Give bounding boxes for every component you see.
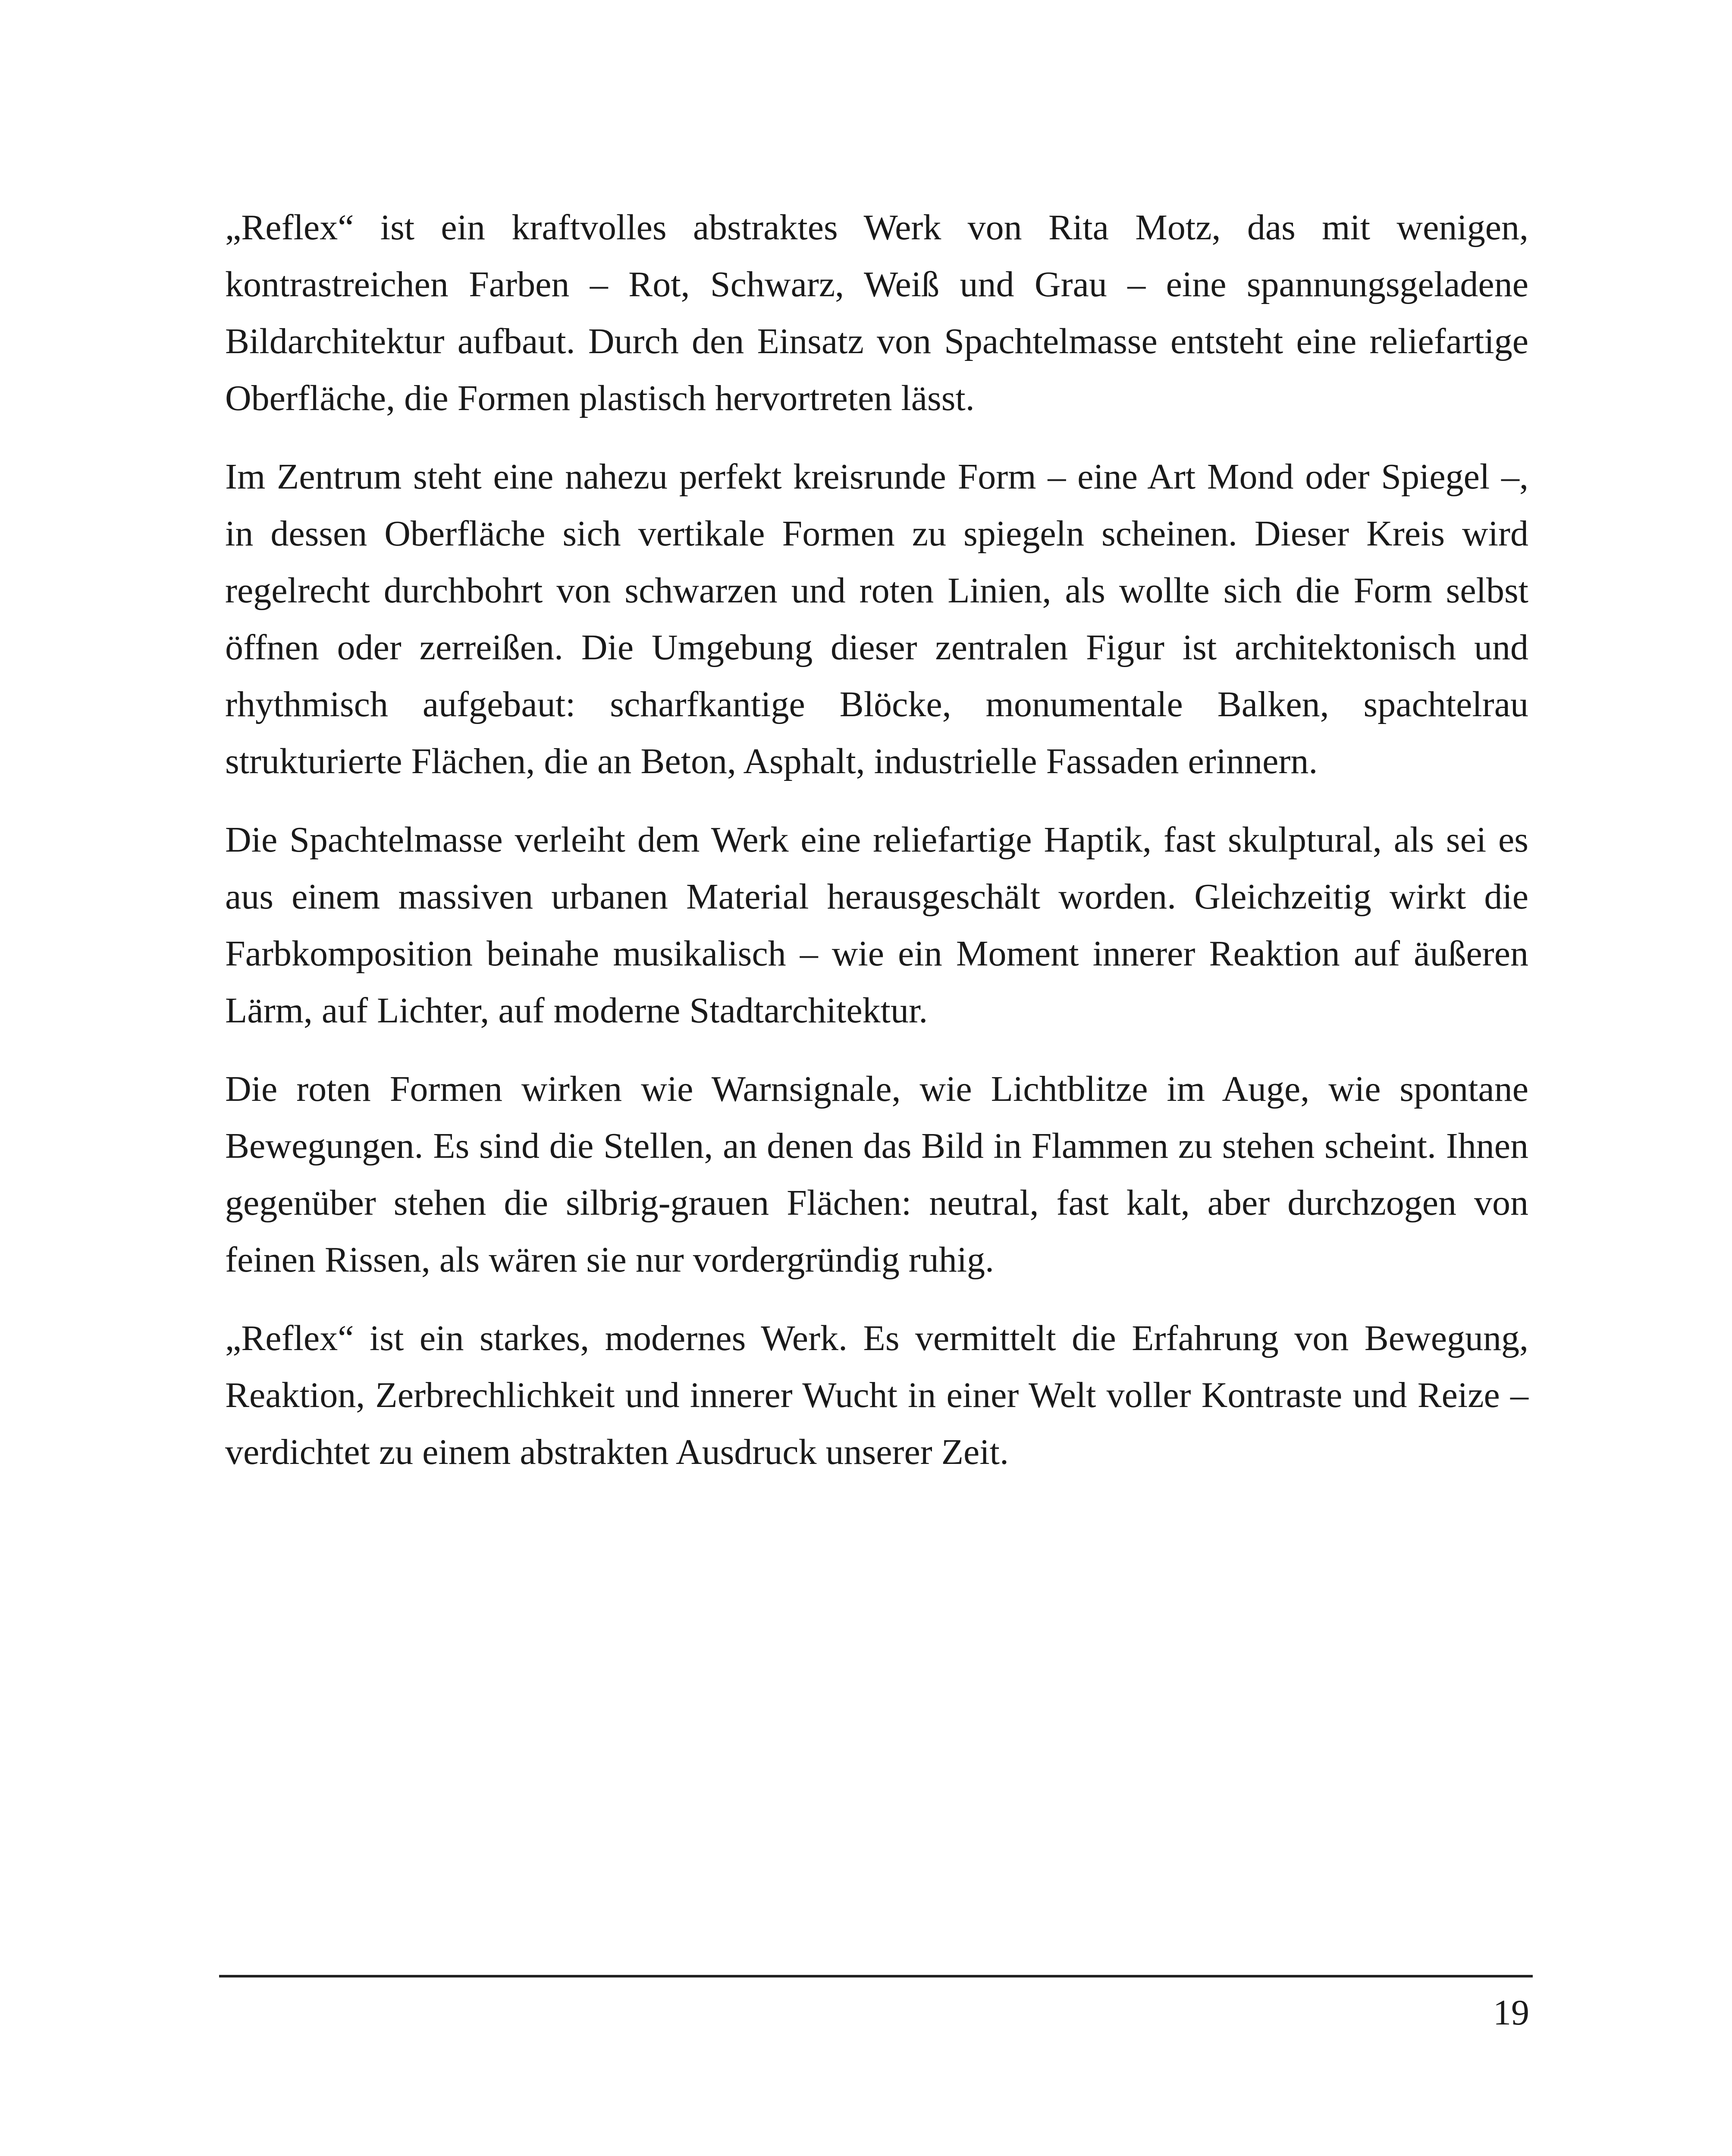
paragraph-4: Die roten Formen wirken wie Warnsignale, wie Lichtblitze im Auge, wie spontane Bewegungen. Es sind die Stellen, an denen das Bild in Flammen zu stehen scheint. Ihnen gegenüber stehen die silbrig-grauen Flächen: neutral, fast kalt, aber durchzogen von feinen Rissen, als wären sie nur vordergründig ruhig. — [225, 1069, 1528, 1280]
paragraph-2: Im Zentrum steht eine nahezu perfekt kreisrunde Form – eine Art Mond oder Spiegel –, in dessen Oberfläche sich vertikale Formen zu spiegeln scheinen. Dieser Kreis wird regelrecht durchbohrt von schwarzen und roten Linien, als wollte sich die Form selbst öffnen oder zerreißen. Die Umgebung dieser zentralen Figur ist architektonisch und rhythmisch aufgebaut: scharfkantige Blöcke, monumentale Balken, spachtelrau strukturierte Flächen, die an Beton, Asphalt, industrielle Fassaden erinnern. — [225, 457, 1528, 781]
paragraph-5: „Reflex“ ist ein starkes, modernes Werk. Es vermittelt die Erfahrung von Bewegung, Reaktion, Zerbrechlichkeit und innerer Wucht in einer Welt voller Kontraste und Reize – verdichtet zu einem abstrakten Ausdruck unserer Zeit. — [225, 1318, 1528, 1472]
paragraph-1: „Reflex“ ist ein kraftvolles abstraktes Werk von Rita Motz, das mit wenigen, kontrastreichen Farben – Rot, Schwarz, Weiß und Grau – eine spannungsgeladene Bildarchitektur aufbaut. Durch den Einsatz von Spachtelmasse entsteht eine reliefartige Oberfläche, die Formen plastisch hervortreten lässt. — [225, 207, 1528, 418]
page-number: 19 — [1493, 1993, 1529, 2033]
footer-divider — [219, 1975, 1533, 1977]
body-text — [225, 199, 1528, 1502]
paragraph-3: Die Spachtelmasse verleiht dem Werk eine reliefartige Haptik, fast skulptural, als sei es aus einem massiven urbanen Material herausgeschält worden. Gleichzeitig wirkt die Farbkomposition beinahe musikalisch – wie ein Moment innerer Reaktion auf äußeren Lärm, auf Lichter, auf moderne Stadtarchitektur. — [225, 820, 1528, 1031]
